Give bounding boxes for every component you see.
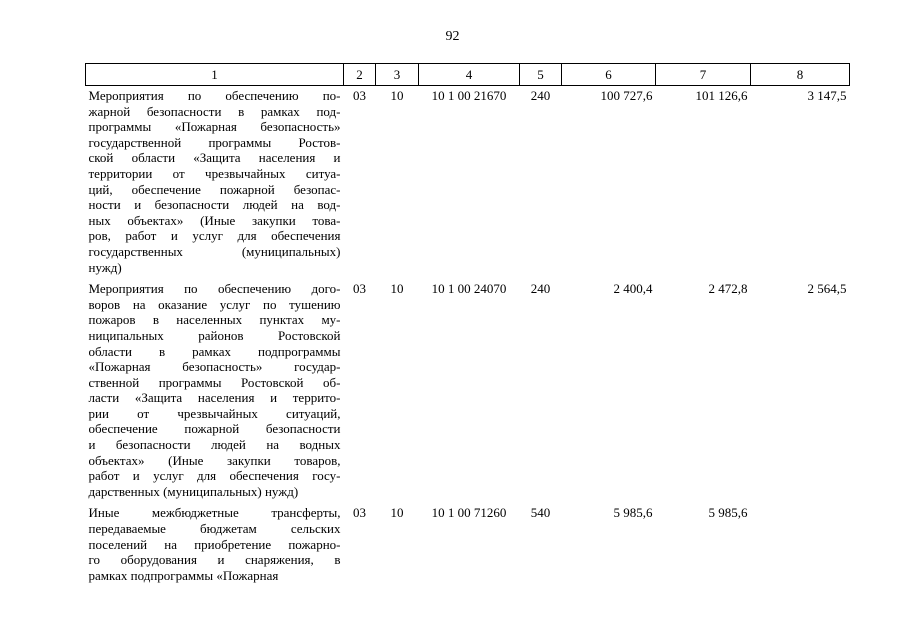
description-line: рии от чрезвычайных ситуаций, [88, 405, 341, 421]
budget-table [85, 63, 850, 587]
description-line: территории от чрезвычайных ситуа- [88, 165, 341, 181]
description-line: работ и услуг для обеспечения госу- [88, 468, 341, 484]
description-line: жарной безопасности в рамках под- [88, 103, 341, 119]
amount-year-1: 2 400,4 [613, 281, 653, 297]
amount-year-3: 3 147,5 [807, 88, 847, 103]
description-line: ных объектах» (Иные закупки това- [88, 212, 341, 228]
table-header-row [86, 64, 850, 86]
section-code: 03 [353, 88, 366, 103]
description-line: объектах» (Иные закупки товаров, [88, 452, 341, 468]
description-line: государственных (муниципальных) [88, 243, 341, 259]
description-line: и безопасности людей на водных [88, 437, 341, 453]
column-header: 7 [656, 64, 751, 86]
amount-year-3: 2 564,5 [807, 281, 847, 297]
amount-year-1: 5 985,6 [613, 505, 653, 521]
column-header: 3 [376, 64, 419, 86]
description-line: рамках подпрограммы «Пожарная [88, 567, 279, 583]
description-line: обеспечение пожарной безопасности [88, 421, 341, 437]
target-article-code: 10 1 00 21670 [431, 88, 507, 103]
description-line: ций, обеспечение пожарной безопас- [88, 181, 341, 197]
expense-type-code: 240 [530, 281, 551, 297]
subsection-code: 10 [390, 281, 404, 297]
description-line: го оборудования и снаряжения, в [88, 552, 341, 568]
amount-year-2: 2 472,8 [708, 281, 748, 297]
column-header: 2 [344, 64, 376, 86]
description-line: ниципальных районов Ростовской [88, 327, 341, 343]
table-row [86, 503, 850, 587]
description-line: области в рамках подпрограммы [88, 343, 341, 359]
description-line: воров на оказание услуг по тушению [88, 296, 341, 312]
subsection-code: 10 [390, 505, 404, 521]
table-row [86, 86, 850, 280]
description-line: дарственных (муниципальных) нужд) [88, 483, 299, 499]
target-article-code: 10 1 00 24070 [431, 281, 507, 297]
amount-year-1: 100 727,6 [600, 88, 653, 103]
description-line: поселений на приобретение пожарно- [88, 536, 341, 552]
row-description [86, 279, 344, 503]
column-header: 1 [86, 64, 344, 86]
description-line: передаваемые бюджетам сельских [88, 521, 341, 537]
amount-year-2: 5 985,6 [708, 505, 748, 521]
description-line: Мероприятия по обеспечению по- [88, 88, 341, 103]
description-line: государственной программы Ростов- [88, 134, 341, 150]
description-line: ственной программы Ростовской об- [88, 374, 341, 390]
column-header: 8 [751, 64, 850, 86]
description-line: Мероприятия по обеспечению дого- [88, 281, 341, 297]
subsection-code: 10 [390, 88, 404, 103]
description-line: нужд) [88, 259, 122, 275]
section-code: 03 [353, 281, 366, 297]
column-header: 6 [562, 64, 656, 86]
description-line: ности и безопасности людей на вод- [88, 197, 341, 213]
description-line: Иные межбюджетные трансферты, [88, 505, 341, 521]
amount-year-3 [751, 503, 850, 587]
target-article-code: 10 1 00 71260 [431, 505, 507, 521]
page-number: 92 [445, 29, 460, 44]
section-code: 03 [353, 505, 366, 521]
description-line: «Пожарная безопасность» государ- [88, 359, 341, 375]
description-line: пожаров в населенных пунктах му- [88, 312, 341, 328]
amount-year-2: 101 126,6 [695, 88, 748, 103]
expense-type-code: 540 [530, 505, 551, 521]
column-header: 5 [520, 64, 562, 86]
expense-type-code: 240 [530, 88, 551, 103]
description-line: программы «Пожарная безопасность» [88, 119, 341, 135]
table-row [86, 279, 850, 503]
description-line: ласти «Защита населения и террито- [88, 390, 341, 406]
row-description [86, 86, 344, 280]
description-line: ров, работ и услуг для обеспечения [88, 228, 341, 244]
column-header: 4 [419, 64, 520, 86]
row-description [86, 503, 344, 587]
description-line: ской области «Защита населения и [88, 150, 341, 166]
